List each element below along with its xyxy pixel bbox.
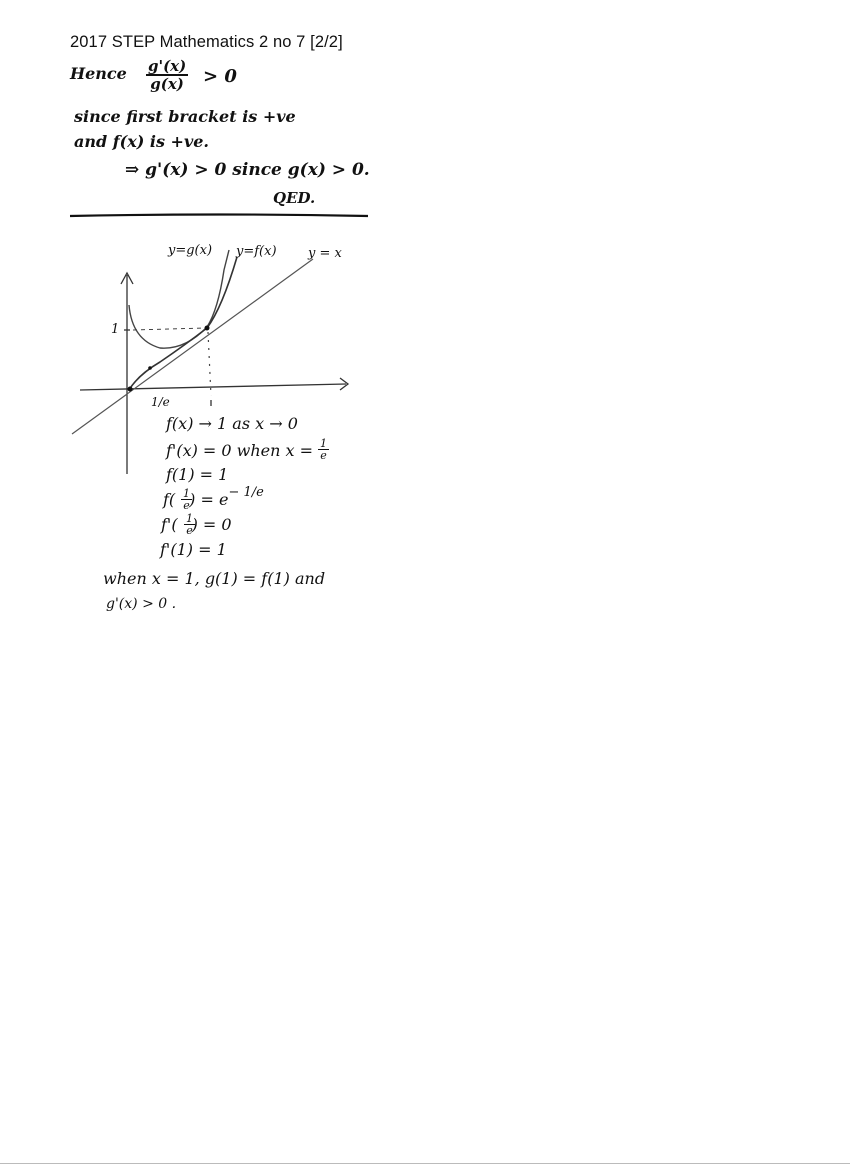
x-axis: [80, 384, 346, 390]
proof-line-implies: ⇒ g'(x) > 0 since g(x) > 0.: [125, 160, 370, 180]
note-f-close: ) = e: [189, 490, 229, 509]
point-min-f: [148, 366, 152, 370]
note-f-open: f(: [163, 490, 176, 509]
note-fprime-close: ) = 0: [191, 515, 232, 534]
page-title: 2017 STEP Mathematics 2 no 7 [2/2]: [70, 33, 343, 51]
note-exponent: − 1/e: [228, 485, 264, 500]
note-gprime-positive: g'(x) > 0 .: [106, 596, 177, 612]
proof-line-and: and f(x) is +ve.: [74, 132, 209, 151]
fraction-denominator: e: [186, 524, 193, 537]
point-origin: [128, 387, 133, 392]
label-y-equals-f: y=f(x): [236, 244, 277, 259]
fraction-numerator: g'(x): [148, 57, 187, 75]
label-y-equals-x: y = x: [308, 246, 342, 261]
note-fprime-zero: [166, 441, 313, 460]
fraction-numerator: 1: [320, 437, 327, 450]
proof-line-since: since first bracket is +ve: [74, 107, 296, 126]
note-fraction-inner: [181, 488, 192, 512]
scan-bottom-edge: [0, 1163, 850, 1164]
note-fprime-one-over-e: [161, 512, 232, 534]
note-f-one: f(1) = 1: [166, 465, 229, 484]
hence-word: Hence: [70, 64, 127, 83]
section-divider: [70, 215, 368, 217]
curve-f: [129, 257, 237, 390]
greater-than-zero: > 0: [203, 66, 237, 87]
point-one-one: [205, 326, 210, 331]
note-f-limit: f(x) → 1 as x → 0: [166, 414, 298, 433]
note-fprime-one: f'(1) = 1: [160, 540, 227, 559]
fraction-numerator: 1: [186, 512, 193, 525]
curve-g: [129, 250, 229, 348]
fraction-denominator: e: [320, 449, 327, 462]
label-y-equals-g: y=g(x): [168, 243, 213, 258]
fraction-numerator: 1: [183, 487, 190, 500]
dashed-horizontal-guide: [133, 328, 205, 330]
qed-mark: QED.: [273, 189, 316, 207]
line-y-equals-x: [72, 259, 313, 434]
note-fprime-open: f'(: [161, 515, 178, 534]
label-x-one-over-e: 1/e: [151, 395, 170, 409]
label-y-one: 1: [111, 322, 120, 337]
note-fraction-one-over-e: [318, 438, 329, 462]
fraction-denominator: e: [183, 499, 190, 512]
note-fraction-inner-2: [184, 513, 195, 537]
note-f-one-over-e: [163, 485, 264, 509]
note-when-x-one: when x = 1, g(1) = f(1) and: [103, 569, 326, 588]
dashed-vertical-guide: [208, 332, 211, 396]
note-fprime-zero-text: f'(x) = 0 when x =: [166, 441, 314, 460]
fraction-denominator: g(x): [150, 75, 184, 93]
